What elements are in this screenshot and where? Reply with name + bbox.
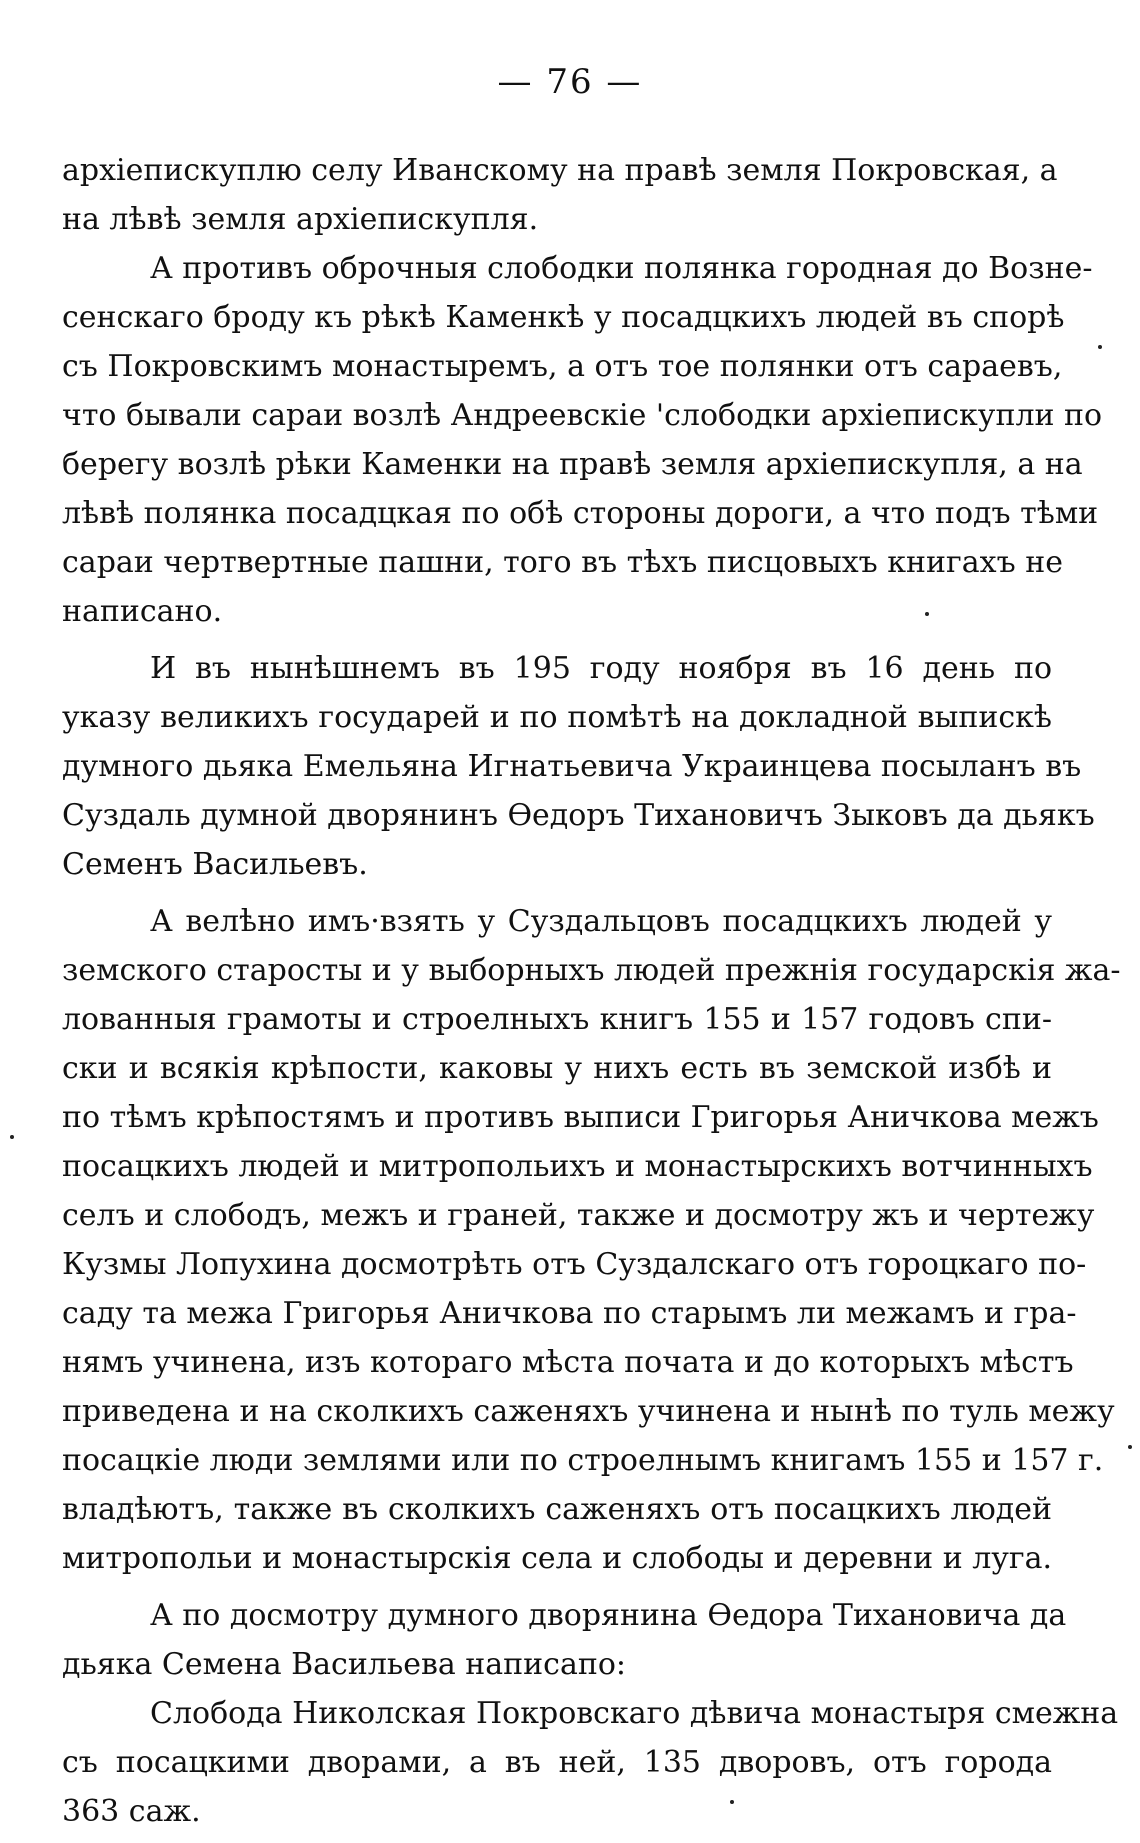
paragraph [62, 244, 1103, 636]
text-line: И въ нынѣшнемъ въ 195 году ноября въ 16 день по [150, 651, 1052, 686]
text-line: 363 саж. [62, 1794, 201, 1829]
scan-speck [10, 1135, 14, 1139]
text-line: по тѣмъ крѣпостямъ и противъ выписи Григорья Аничкова межъ [62, 1100, 1099, 1135]
text-line: селъ и слободъ, межъ и граней, также и досмотру жъ и чертежу [62, 1198, 1095, 1233]
body-text [62, 146, 1121, 1836]
text-line: сараи чертвертные пашни, того въ тѣхъ писцовыхъ книгахъ не [62, 545, 1063, 580]
text-line: съ Покровскимъ монастыремъ, а отъ тое полянки отъ сараевъ, [62, 349, 1063, 384]
paragraph [62, 146, 1058, 244]
text-line: владѣютъ, также въ сколкихъ саженяхъ отъ посацкихъ людей [62, 1492, 1052, 1527]
scan-speck [730, 1800, 734, 1804]
text-line: А велѣно имъ·взять у Суздальцовъ посадцкихъ людей у [150, 904, 1052, 939]
text-line: на лѣвѣ земля архіепискупля. [62, 202, 539, 237]
text-line: митропольи и монастырскія села и слободы и деревни и луга. [62, 1541, 1053, 1576]
text-line: саду та межа Григорья Аничкова по старымъ ли межамъ и гра- [62, 1296, 1077, 1331]
text-line: что бывали сараи возлѣ Андреевскіе 'слободки архіепискупли по [62, 398, 1103, 433]
text-line: дьяка Семена Васильева написапо: [62, 1647, 627, 1682]
text-line: Суздаль думной дворянинъ Ѳедоръ Тихановичъ Зыковъ да дьякъ [62, 798, 1095, 833]
text-line: посацкихъ людей и митропольихъ и монастырскихъ вотчинныхъ [62, 1149, 1093, 1184]
text-line: Кузмы Лопухина досмотрѣть отъ Суздалскаго отъ гороцкаго по- [62, 1247, 1087, 1282]
text-line: ски и всякія крѣпости, каковы у нихъ есть въ земской избѣ и [62, 1051, 1052, 1086]
text-line: посацкіе люди землями или по строелнымъ книгамъ 155 и 157 г. [62, 1443, 1104, 1478]
text-line: архіепискуплю селу Иванскому на правѣ земля Покровская, а [62, 153, 1058, 188]
text-line: сенскаго броду къ рѣкѣ Каменкѣ у посадцкихъ людей въ спорѣ [62, 300, 1065, 335]
paragraph [62, 644, 1095, 889]
text-line: земского старосты и у выборныхъ людей прежнія государскія жа- [62, 953, 1121, 988]
scan-speck [1128, 1445, 1132, 1449]
text-line: Слобода Николская Покровскаго дѣвича монастыря смежна [150, 1696, 1119, 1731]
paragraph [62, 897, 1121, 1583]
text-line: лѣвѣ полянка посадцкая по обѣ стороны дороги, а что подъ тѣми [62, 496, 1099, 531]
text-line: А противъ оброчныя слободки полянка городная до Возне- [150, 251, 1093, 286]
text-line: приведена и на сколкихъ саженяхъ учинена и нынѣ по туль межу [62, 1394, 1115, 1429]
text-line: указу великихъ государей и по помѣтѣ на докладной выпискѣ [62, 700, 1052, 735]
text-line: Семенъ Васильевъ. [62, 847, 368, 882]
text-line: А по досмотру думного дворянина Ѳедора Тихановича да [150, 1598, 1067, 1633]
paragraph [62, 1689, 1119, 1836]
text-line: нямъ учинена, изъ котораго мѣста почата и до которыхъ мѣстъ [62, 1345, 1074, 1380]
text-line: лованныя грамоты и строелныхъ книгъ 155 и 157 годовъ спи- [62, 1002, 1052, 1037]
text-line: думного дьяка Емельяна Игнатьевича Украинцева посыланъ въ [62, 749, 1082, 784]
text-line: написано. [62, 594, 223, 629]
scan-speck [925, 612, 929, 616]
text-line: съ посацкими дворами, а въ ней, 135 дворовъ, отъ города [62, 1745, 1052, 1780]
text-line: берегу возлѣ рѣки Каменки на правѣ земля архіепискупля, а на [62, 447, 1083, 482]
paragraph [62, 1591, 1067, 1689]
scan-speck [1098, 345, 1102, 349]
page-number: — 76 — [497, 62, 643, 102]
